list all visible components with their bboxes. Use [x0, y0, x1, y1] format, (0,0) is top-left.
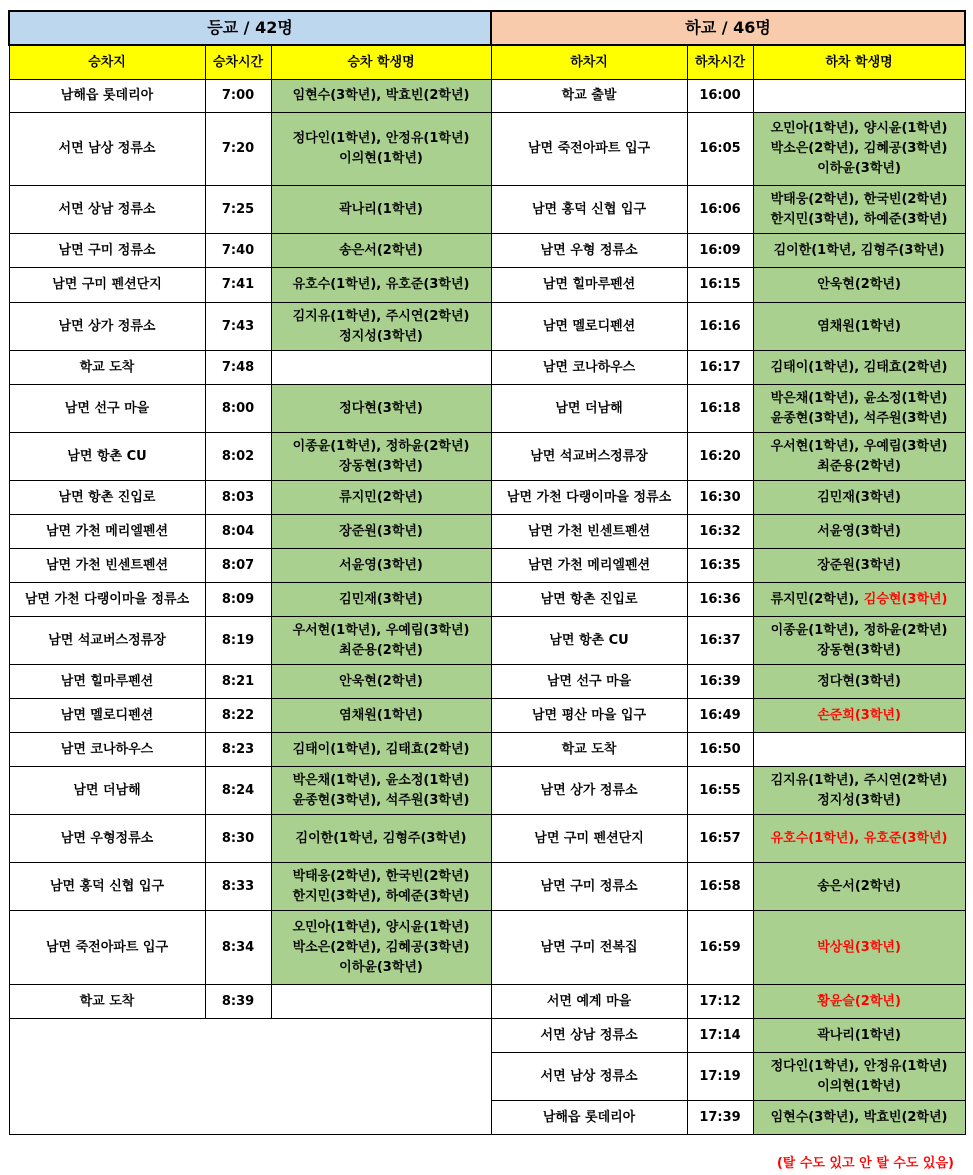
- board-stop-cell: 남면 상가 정류소: [9, 303, 205, 351]
- student-names: 이의현(1학년): [339, 151, 423, 166]
- schedule-row: [9, 515, 965, 549]
- alight-time-cell: 17:39: [687, 1101, 753, 1135]
- board-stop-cell: 남면 죽전아파트 입구: [9, 911, 205, 985]
- board-time-cell: 8:30: [205, 815, 271, 863]
- col-board-time: 승차시간: [205, 45, 271, 80]
- student-names: 박소은(2학년), 김혜공(3학년): [770, 141, 948, 156]
- schedule-row: [9, 80, 965, 113]
- board-time-cell: 8:34: [205, 911, 271, 985]
- student-names: 최준용(2학년): [339, 642, 423, 658]
- student-names: 박태웅(2학년), 한국빈(2학년): [292, 868, 470, 884]
- alight-time-cell: 16:57: [687, 815, 753, 863]
- student-names: 정다현(3학년): [339, 400, 423, 416]
- schedule-row: [9, 665, 965, 699]
- alight-stop-cell: 남면 코나하우스: [491, 351, 687, 385]
- schedule-row: [9, 1019, 965, 1053]
- alight-time-cell: 16:09: [687, 234, 753, 268]
- alight-stop-cell: 남면 우형 정류소: [491, 234, 687, 268]
- title-row: [9, 11, 965, 45]
- student-names: 곽나리(1학년): [817, 1027, 901, 1043]
- board-stop-cell: 남면 더남해: [9, 767, 205, 815]
- alight-stop-cell: 서면 상남 정류소: [491, 1019, 687, 1053]
- alight-stop-cell: 남면 홍덕 신협 입구: [491, 186, 687, 234]
- l-students-cell: [271, 617, 491, 665]
- alight-stop-cell: 남면 가천 다랭이마을 정류소: [491, 481, 687, 515]
- r-students-cell: [753, 583, 965, 617]
- l-students-cell: [271, 911, 491, 985]
- col-board-stop: 승차지: [9, 45, 205, 80]
- student-names: 한지민(3학년), 하예준(3학년): [770, 211, 948, 227]
- r-students-cell: [753, 549, 965, 583]
- r-students-cell: [753, 268, 965, 303]
- alight-time-cell: 16:15: [687, 268, 753, 303]
- schedule-row: [9, 549, 965, 583]
- board-stop-cell: 서면 남상 정류소: [9, 113, 205, 186]
- schedule-row: [9, 733, 965, 767]
- alight-time-cell: 16:06: [687, 186, 753, 234]
- l-students-cell: [271, 303, 491, 351]
- board-time-cell: 8:22: [205, 699, 271, 733]
- col-alight-stop: 하차지: [491, 45, 687, 80]
- r-students-cell: [753, 515, 965, 549]
- l-students-cell: [271, 186, 491, 234]
- board-stop-cell: 남면 구미 펜션단지: [9, 268, 205, 303]
- l-students-cell: [271, 80, 491, 113]
- board-stop-cell: 남면 우형정류소: [9, 815, 205, 863]
- bus-schedule-table: [8, 10, 966, 1135]
- boarding-title: 등교 / 42명: [9, 11, 491, 45]
- alight-time-cell: 16:30: [687, 481, 753, 515]
- l-students-cell: [271, 863, 491, 911]
- alight-time-cell: 16:16: [687, 303, 753, 351]
- schedule-row: [9, 985, 965, 1019]
- student-names: 송은서(2학년): [817, 878, 901, 894]
- board-stop-cell: 남면 가천 다랭이마을 정류소: [9, 583, 205, 617]
- student-names: 임현수(3학년), 박효빈(2학년): [770, 1109, 948, 1125]
- student-names: 박은채(1학년), 윤소정(1학년): [770, 390, 948, 406]
- r-students-cell: [753, 733, 965, 767]
- alight-stop-cell: 남해읍 롯데리아: [491, 1101, 687, 1135]
- r-students-cell: [753, 80, 965, 113]
- schedule-row: [9, 234, 965, 268]
- student-names: 박상원(3학년): [817, 939, 901, 955]
- schedule-row: [9, 767, 965, 815]
- student-names: 장준원(3학년): [817, 557, 901, 573]
- schedule-row: [9, 617, 965, 665]
- schedule-row: [9, 351, 965, 385]
- r-students-cell: [753, 665, 965, 699]
- l-students-cell: [271, 815, 491, 863]
- r-students-cell: [753, 303, 965, 351]
- board-stop-cell: 남해읍 롯데리아: [9, 80, 205, 113]
- board-time-cell: 7:25: [205, 186, 271, 234]
- alight-stop-cell: 남면 항촌 진입로: [491, 583, 687, 617]
- board-stop-cell: 남면 멜로디펜션: [9, 699, 205, 733]
- student-names: 정지성(3학년): [339, 328, 423, 344]
- alight-stop-cell: 남면 멜로디펜션: [491, 303, 687, 351]
- student-names: 황윤슬(2학년): [817, 993, 901, 1009]
- alight-time-cell: 17:19: [687, 1053, 753, 1101]
- r-students-cell: [753, 1019, 965, 1053]
- l-students-cell: [271, 113, 491, 186]
- board-time-cell: 8:23: [205, 733, 271, 767]
- r-students-cell: [753, 186, 965, 234]
- board-time-cell: 8:00: [205, 385, 271, 433]
- l-students-cell: [271, 733, 491, 767]
- l-students-cell: [271, 549, 491, 583]
- board-stop-cell: 남면 홍덕 신협 입구: [9, 863, 205, 911]
- board-time-cell: 7:43: [205, 303, 271, 351]
- schedule-body: [9, 80, 965, 1135]
- board-time-cell: 8:07: [205, 549, 271, 583]
- student-names: 박은채(1학년), 윤소정(1학년): [292, 772, 470, 788]
- student-names: 곽나리(1학년): [339, 201, 423, 217]
- l-students-cell: [271, 767, 491, 815]
- alight-time-cell: 16:18: [687, 385, 753, 433]
- l-students-cell: [271, 433, 491, 481]
- student-names: 장동현(3학년): [817, 642, 901, 658]
- schedule-row: [9, 303, 965, 351]
- student-names: 유호수(1학년), 유호준(3학년): [770, 830, 948, 846]
- alight-stop-cell: 남면 항촌 CU: [491, 617, 687, 665]
- alight-time-cell: 16:36: [687, 583, 753, 617]
- alight-time-cell: 16:05: [687, 113, 753, 186]
- l-students-cell: [271, 481, 491, 515]
- student-names: 류지민(2학년),: [770, 591, 864, 607]
- student-names: 염채원(1학년): [339, 707, 423, 723]
- student-names: 최준용(2학년): [817, 458, 901, 474]
- alight-stop-cell: 남면 가천 메리엘펜션: [491, 549, 687, 583]
- alight-time-cell: 16:55: [687, 767, 753, 815]
- student-names: 정다인(1학년), 안정유(1학년): [292, 131, 470, 146]
- board-time-cell: 8:03: [205, 481, 271, 515]
- alight-stop-cell: 남면 구미 전복집: [491, 911, 687, 985]
- alight-stop-cell: 서면 예계 마을: [491, 985, 687, 1019]
- col-alight-time: 하차시간: [687, 45, 753, 80]
- board-stop-cell: 서면 상남 정류소: [9, 186, 205, 234]
- l-students-cell: [271, 665, 491, 699]
- board-time-cell: 7:20: [205, 113, 271, 186]
- r-students-cell: [753, 351, 965, 385]
- alight-stop-cell: 남면 힐마루펜션: [491, 268, 687, 303]
- alight-stop-cell: 남면 가천 빈센트펜션: [491, 515, 687, 549]
- empty-board-area: [9, 1019, 491, 1135]
- student-names: 유호수(1학년), 유호준(3학년): [292, 277, 470, 292]
- student-names: 이하윤(3학년): [339, 959, 423, 975]
- l-students-cell: [271, 583, 491, 617]
- student-names: 김민재(3학년): [817, 489, 901, 505]
- schedule-row: [9, 113, 965, 186]
- schedule-row: [9, 268, 965, 303]
- schedule-row: [9, 863, 965, 911]
- alight-time-cell: 16:49: [687, 699, 753, 733]
- alight-stop-cell: 남면 선구 마을: [491, 665, 687, 699]
- board-time-cell: 7:48: [205, 351, 271, 385]
- student-names: 정다인(1학년), 안정유(1학년): [770, 1058, 948, 1074]
- student-names: 윤종현(3학년), 석주원(3학년): [292, 792, 470, 808]
- alight-stop-cell: 서면 남상 정류소: [491, 1053, 687, 1101]
- student-names: 이의현(1학년): [817, 1078, 901, 1094]
- student-names: 정지성(3학년): [817, 792, 901, 808]
- student-names: 김태이(1학년), 김태효(2학년): [292, 741, 470, 757]
- alight-time-cell: 16:32: [687, 515, 753, 549]
- board-stop-cell: 남면 석교버스정류장: [9, 617, 205, 665]
- student-names: 우서현(1학년), 우예림(3학년): [770, 438, 948, 454]
- board-stop-cell: 학교 도착: [9, 351, 205, 385]
- board-stop-cell: 남면 가천 메리엘펜션: [9, 515, 205, 549]
- schedule-row: [9, 699, 965, 733]
- col-alight-students: 하차 학생명: [753, 45, 965, 80]
- student-names: 우서현(1학년), 우예림(3학년): [292, 622, 470, 638]
- r-students-cell: [753, 481, 965, 515]
- board-time-cell: 8:21: [205, 665, 271, 699]
- alight-time-cell: 16:35: [687, 549, 753, 583]
- board-stop-cell: 학교 도착: [9, 985, 205, 1019]
- alight-time-cell: 16:17: [687, 351, 753, 385]
- r-students-cell: [753, 985, 965, 1019]
- board-time-cell: 8:33: [205, 863, 271, 911]
- student-names: 김지유(1학년), 주시연(2학년): [770, 772, 948, 788]
- alight-time-cell: 16:20: [687, 433, 753, 481]
- board-time-cell: 8:04: [205, 515, 271, 549]
- board-time-cell: 8:24: [205, 767, 271, 815]
- column-header-row: [9, 45, 965, 80]
- alight-stop-cell: 학교 출발: [491, 80, 687, 113]
- board-stop-cell: 남면 코나하우스: [9, 733, 205, 767]
- alighting-title: 하교 / 46명: [491, 11, 965, 45]
- board-stop-cell: 남면 구미 정류소: [9, 234, 205, 268]
- alight-time-cell: 16:37: [687, 617, 753, 665]
- r-students-cell: [753, 113, 965, 186]
- l-students-cell: [271, 351, 491, 385]
- student-names: 서윤영(3학년): [817, 523, 901, 539]
- student-names: 이종윤(1학년), 정하윤(2학년): [292, 438, 470, 454]
- student-names: 윤종현(3학년), 석주원(3학년): [770, 410, 948, 426]
- board-stop-cell: 남면 항촌 CU: [9, 433, 205, 481]
- alight-stop-cell: 남면 구미 펜션단지: [491, 815, 687, 863]
- student-names: 손준희(3학년): [817, 707, 901, 723]
- student-names: 김민재(3학년): [339, 591, 423, 607]
- schedule-row: [9, 385, 965, 433]
- student-names: 송은서(2학년): [339, 242, 423, 258]
- r-students-cell: [753, 767, 965, 815]
- alight-time-cell: 16:00: [687, 80, 753, 113]
- student-names: 장준원(3학년): [339, 523, 423, 539]
- student-names: 안욱현(2학년): [817, 277, 901, 292]
- board-stop-cell: 남면 선구 마을: [9, 385, 205, 433]
- r-students-cell: [753, 617, 965, 665]
- alight-time-cell: 16:58: [687, 863, 753, 911]
- student-names: 김태이(1학년), 김태효(2학년): [770, 359, 948, 375]
- student-names: 김이한(1학년, 김형주(3학년): [773, 242, 945, 258]
- student-names: 오민아(1학년), 양시윤(1학년): [292, 919, 470, 935]
- board-stop-cell: 남면 힐마루펜션: [9, 665, 205, 699]
- alight-stop-cell: 남면 더남해: [491, 385, 687, 433]
- student-names: 정다현(3학년): [817, 673, 901, 689]
- schedule-row: [9, 481, 965, 515]
- student-names: 오민아(1학년), 양시윤(1학년): [770, 121, 948, 136]
- board-time-cell: 8:19: [205, 617, 271, 665]
- r-students-cell: [753, 433, 965, 481]
- student-names: 김지유(1학년), 주시연(2학년): [292, 308, 470, 324]
- r-students-cell: [753, 234, 965, 268]
- r-students-cell: [753, 385, 965, 433]
- l-students-cell: [271, 268, 491, 303]
- l-students-cell: [271, 385, 491, 433]
- schedule-row: [9, 186, 965, 234]
- board-time-cell: 8:39: [205, 985, 271, 1019]
- student-names: 한지민(3학년), 하예준(3학년): [292, 888, 470, 904]
- alight-time-cell: 17:14: [687, 1019, 753, 1053]
- student-names: 박소은(2학년), 김혜공(3학년): [292, 939, 470, 955]
- board-time-cell: 8:09: [205, 583, 271, 617]
- schedule-row: [9, 911, 965, 985]
- board-stop-cell: 남면 항촌 진입로: [9, 481, 205, 515]
- r-students-cell: [753, 815, 965, 863]
- alight-stop-cell: 남면 구미 정류소: [491, 863, 687, 911]
- r-students-cell: [753, 863, 965, 911]
- student-names: 안욱현(2학년): [339, 673, 423, 689]
- schedule-row: [9, 433, 965, 481]
- alight-stop-cell: 남면 평산 마을 입구: [491, 699, 687, 733]
- r-students-cell: [753, 1101, 965, 1135]
- alight-stop-cell: 남면 석교버스정류장: [491, 433, 687, 481]
- student-names: 염채원(1학년): [817, 318, 901, 334]
- note-text: (탈 수도 있고 안 탈 수도 있음): [776, 1156, 954, 1171]
- alight-time-cell: 16:39: [687, 665, 753, 699]
- board-time-cell: 7:00: [205, 80, 271, 113]
- board-time-cell: 7:41: [205, 268, 271, 303]
- student-names: 서윤영(3학년): [339, 557, 423, 573]
- l-students-cell: [271, 699, 491, 733]
- board-stop-cell: 남면 가천 빈센트펜션: [9, 549, 205, 583]
- board-time-cell: 7:40: [205, 234, 271, 268]
- alight-stop-cell: 남면 상가 정류소: [491, 767, 687, 815]
- col-board-students: 승차 학생명: [271, 45, 491, 80]
- student-names: 임현수(3학년), 박효빈(2학년): [292, 88, 470, 103]
- r-students-cell: [753, 1053, 965, 1101]
- r-students-cell: [753, 911, 965, 985]
- alight-time-cell: 16:59: [687, 911, 753, 985]
- student-names: 김이한(1학년, 김형주(3학년): [295, 830, 467, 846]
- student-names: 김승현(3학년): [863, 591, 948, 607]
- alight-time-cell: 16:50: [687, 733, 753, 767]
- student-names: 이하윤(3학년): [817, 161, 901, 176]
- board-time-cell: 8:02: [205, 433, 271, 481]
- l-students-cell: [271, 985, 491, 1019]
- schedule-row: [9, 815, 965, 863]
- l-students-cell: [271, 234, 491, 268]
- alight-stop-cell: 남면 죽전아파트 입구: [491, 113, 687, 186]
- alight-stop-cell: 학교 도착: [491, 733, 687, 767]
- student-names: 박태웅(2학년), 한국빈(2학년): [770, 191, 948, 207]
- r-students-cell: [753, 699, 965, 733]
- l-students-cell: [271, 515, 491, 549]
- student-names: 류지민(2학년): [339, 489, 423, 505]
- student-names: 장동현(3학년): [339, 458, 423, 474]
- schedule-row: [9, 583, 965, 617]
- alight-time-cell: 17:12: [687, 985, 753, 1019]
- student-names: 이종윤(1학년), 정하윤(2학년): [770, 622, 948, 638]
